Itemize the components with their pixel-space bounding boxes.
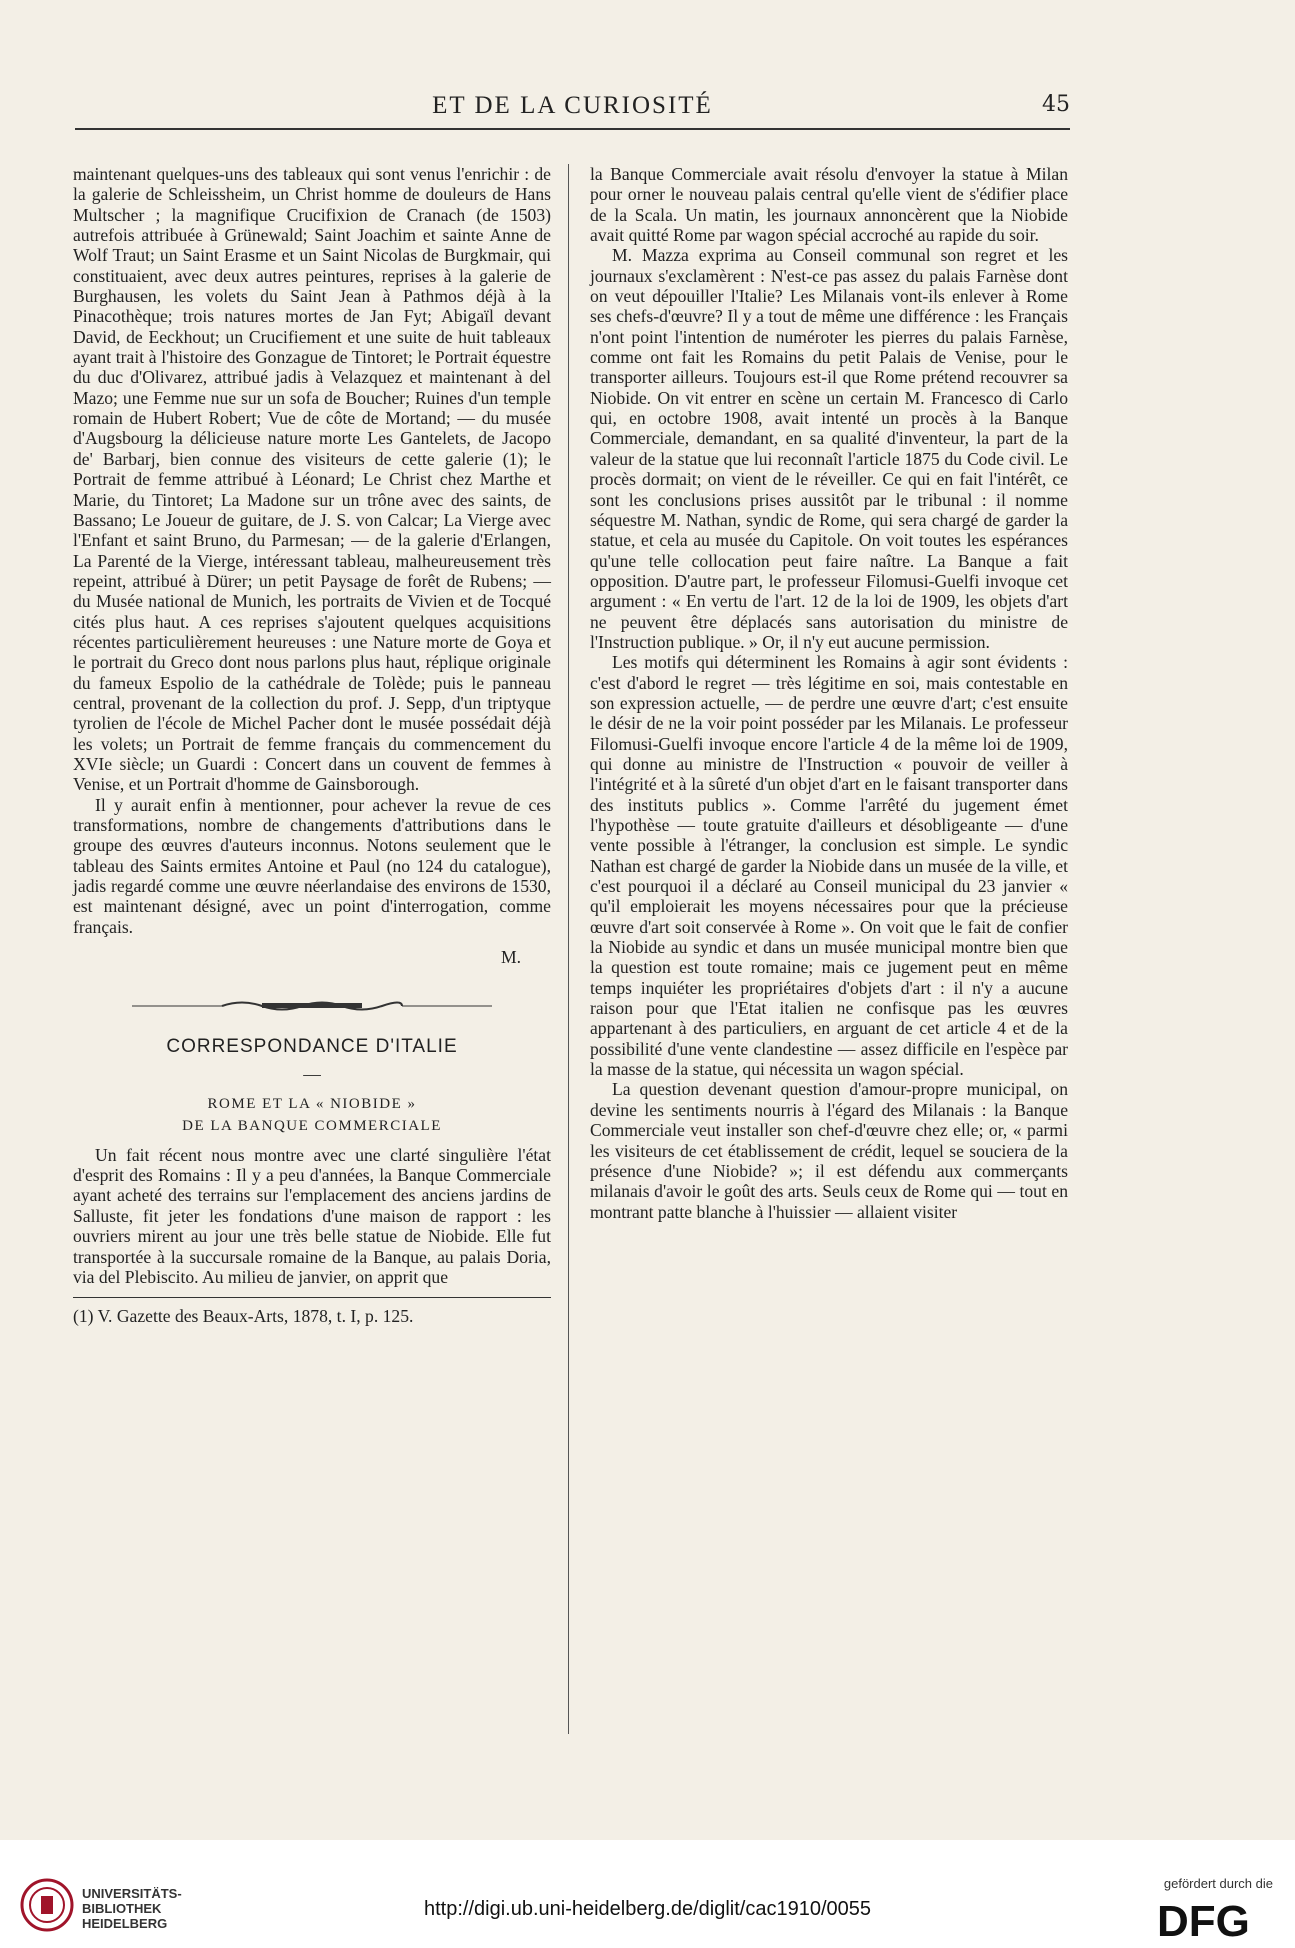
right-paragraph-4: La question devenant question d'amour-propre municipal, on devine les sentiments nourris à l'égard des Milanais : la Banque Commerciale veut installer son chef-d'œuvre chez elle; or, « parmi les visiteurs de cet établissement de crédit, lequel se souciera de la présence d'une Niobide? »; il est défendu aux commerçants milanais d'avoir le goût des arts. Seuls ceux de Rome qui — tout en montrant patte blanche à l'huissier — allaient visiter	[590, 1079, 1068, 1222]
left-column	[73, 164, 551, 1327]
section-paragraph: Un fait récent nous montre avec une clarté singulière l'état d'esprit des Romains : Il y a peu d'années, la Banque Commerciale ayant acheté des terrains sur l'emplacement des anciens jardins de Salluste, fit jeter les fondations d'une maison de rapport : les ouvriers mirent au jour une très belle statue de Niobide. Elle fut transportée à la succursale romaine de la Banque, au palais Doria, via del Plebiscito. Au milieu de janvier, on apprit que	[73, 1144, 551, 1287]
right-paragraph-3: Les motifs qui déterminent les Romains à agir sont évidents : c'est d'abord le regret — très légitime en soi, mais contestable en son expression actuelle, — de perdre une œuvre d'art; c'est ensuite le désir de ne la voir point posséder par les Milanais. Le professeur Filomusi-Guelfi invoque encore l'article 4 de la même loi de 1909, qui donne au ministre de l'Instruction « pouvoir de veiller à l'intégrité et à la sûreté d'un objet d'art en le faisant transporter dans des instituts publics ». Comme l'arrêté du jugement émet l'hypothèse — toute gratuite d'ailleurs et désobligeante — d'une vente possible à l'étranger, la conclusion est simple. Le syndic Nathan est chargé de garder la Niobide dans un musée de la ville, et c'est pourquoi il a déclaré au Conseil municipal du 23 janvier « qu'il emploierait les moyens nécessaires pour que la précieuse œuvre d'art soit conservée à Rome ». On voit que le fait de confier la Niobide au syndic et dans un musée municipal montre bien que la question est toute romaine; mais ce jugement peut en même temps inquiéter les propriétaires d'objets d'art : il n'y a aucune raison pour que l'Etat italien ne confisque pas les œuvres appartenant à des particuliers, en arguant de cet article 4 et de la possibilité d'une vente clandestine — assez difficile en l'espèce par la masse de la statue, qui nécessita un wagon spécial.	[590, 652, 1068, 1080]
dfg-logo-text: DFG	[1157, 1898, 1250, 1942]
section-separator: —	[303, 1063, 321, 1084]
article-signature: M.	[500, 947, 521, 968]
right-column	[590, 164, 1068, 1222]
running-title: ET DE LA CURIOSITÉ	[432, 92, 713, 119]
ornament-divider	[132, 997, 492, 1013]
right-paragraph-2: M. Mazza exprima au Conseil communal son regret et les journaux s'exclamèrent : N'est-ce pas assez du palais Farnèse dont on veut dépouiller l'Italie? Les Milanais vont-ils enlever à Rome ses chefs-d'œuvre? Il y a tout de même une différence : les Français n'ont point l'intention de numéroter les pierres du palais Farnèse, comme ont fait les Romains du petit Palais de Venise, pour le transporter ailleurs. Toujours est-il que Rome prétend recouvrer sa Niobide. On vit entrer en scène un certain M. Francesco di Carlo qui, en octobre 1908, avait intenté un procès à la Banque Commerciale, demandant, en sa qualité d'inventeur, la part de la valeur de la statue que lui reconnaît l'article 1875 du Code civil. Le procès dormait; on vient de le réveiller. Ce qui en fait l'intérêt, ce sont les conclusions prises aussitôt par le tribunal : il nomme séquestre M. Nathan, syndic de Rome, qui sera chargé de garder la statue, et cela au musée du Capitole. On voit toutes les espérances qu'une telle collocation peut faire naître. La Banque a fait opposition. D'autre part, le professeur Filomusi-Guelfi invoque cet argument : « En vertu de l'art. 12 de la loi de 1909, les objets d'art ne peuvent être déplacés sans autorisation du ministre de l'Instruction publique. » Or, il n'y eut aucune permission.	[590, 245, 1068, 652]
dfg-logo-icon	[1155, 1898, 1275, 1942]
footnote: (1) V. Gazette des Beaux-Arts, 1878, t. I, p. 125.	[73, 1306, 414, 1327]
permalink-url[interactable]: http://digi.ub.uni-heidelberg.de/diglit/cac1910/0055	[424, 1898, 871, 1920]
left-paragraph-2: Il y aurait enfin à mentionner, pour achever la revue de ces transformations, nombre de changements d'attributions dans le groupe des œuvres d'auteurs inconnus. Notons seulement que le tableau des Saints ermites Antoine et Paul (no 124 du catalogue), jadis regardé comme une œuvre néerlandaise des environs de 1530, est maintenant désigné, avec un point d'interrogation, comme français.	[73, 794, 551, 937]
right-paragraph-1: la Banque Commerciale avait résolu d'envoyer la statue à Milan pour orner le nouveau palais central qu'elle vient de s'édifier place de la Scala. Un matin, les journaux annoncèrent que la Niobide avait quitté Rome par wagon spécial accroché au rapide du soir.	[590, 164, 1068, 246]
subheading-line-2: DE LA BANQUE COMMERCIALE	[182, 1118, 442, 1135]
section-title: CORRESPONDANCE D'ITALIE	[166, 1036, 458, 1058]
left-paragraph-1: maintenant quelques-uns des tableaux qui sont venus l'enrichir : de la galerie de Schleissheim, un Christ homme de douleurs de Hans Multscher ; la magnifique Crucifixion de Cranach (de 1503) autrefois attribuée à Grünewald; Saint Joachim et sainte Anne de Wolf Traut; un Saint Erasme et un Saint Nicolas de Burgkmair, qui constituaient, avec deux autres peintures, reprises à la galerie de Burghausen, les volets du Saint Jean à Pathmos déjà à la Pinacothèque; trois natures mortes de Jan Fyt; Abigaïl devant David, de Eeckhout; un Crucifiement et une suite de huit tableaux ayant trait à l'histoire des Gonzague de Tintoret; le Portrait équestre du duc d'Olivarez, attribué jadis à Velazquez et maintenant à del Mazo; une Femme nue sur un sofa de Boucher; Ruines d'un temple romain de Hubert Robert; Vue de côte de Mortand; — du musée d'Augsbourg la délicieuse nature morte Les Gantelets, de Jacopo de' Barbarj, bien connue des visiteurs de cette galerie (1); le Portrait de femme attribué à Léonard; Le Christ chez Marthe et Marie, du Tintoret; La Madone sur un trône avec des saints, de Bassano; Le Joueur de guitare, de J. S. von Calcar; La Vierge avec l'Enfant et saint Bruno, du Parmesan; — de la galerie d'Erlangen, La Parenté de la Vierge, intéressant tableau, malheureusement très repeint, attribué à Dürer; un petit Paysage de forêt de Rubens; — du Musée national de Munich, les portraits de Vivien et de Tocqué cités plus haut. A ces reprises s'ajoutent quelques acquisitions récentes particulièrement heureuses : une Nature morte de Goya et le portrait du Greco dont nous parlons plus haut, réplique originale du fameux Espolio de la cathédrale de Tolède; puis le panneau central, provenant de la collection du prof. J. Sepp, d'un triptyque tyrolien de l'école de Michel Pacher dont le musée possédait déjà les volets; un Portrait de femme français du commencement du XVIe siècle; un Guardi : Concert dans un couvent de femmes à Venise, et un Portrait d'homme de Gainsborough.	[73, 164, 551, 795]
footnote-rule	[73, 1297, 551, 1298]
sponsor-label: gefördert durch die	[1163, 1876, 1273, 1891]
column-divider	[568, 164, 569, 1734]
digitization-footer	[0, 1840, 1295, 1948]
library-name-line-1: UNIVERSITÄTS-	[82, 1886, 182, 1901]
subheading-line-1: ROME ET LA « NIOBIDE »	[207, 1096, 417, 1113]
running-head	[75, 88, 1070, 130]
page-number: 45	[1042, 92, 1070, 117]
library-name-line-3: HEIDELBERG	[82, 1916, 168, 1931]
library-name-line-2: BIBLIOTHEK	[82, 1901, 162, 1916]
